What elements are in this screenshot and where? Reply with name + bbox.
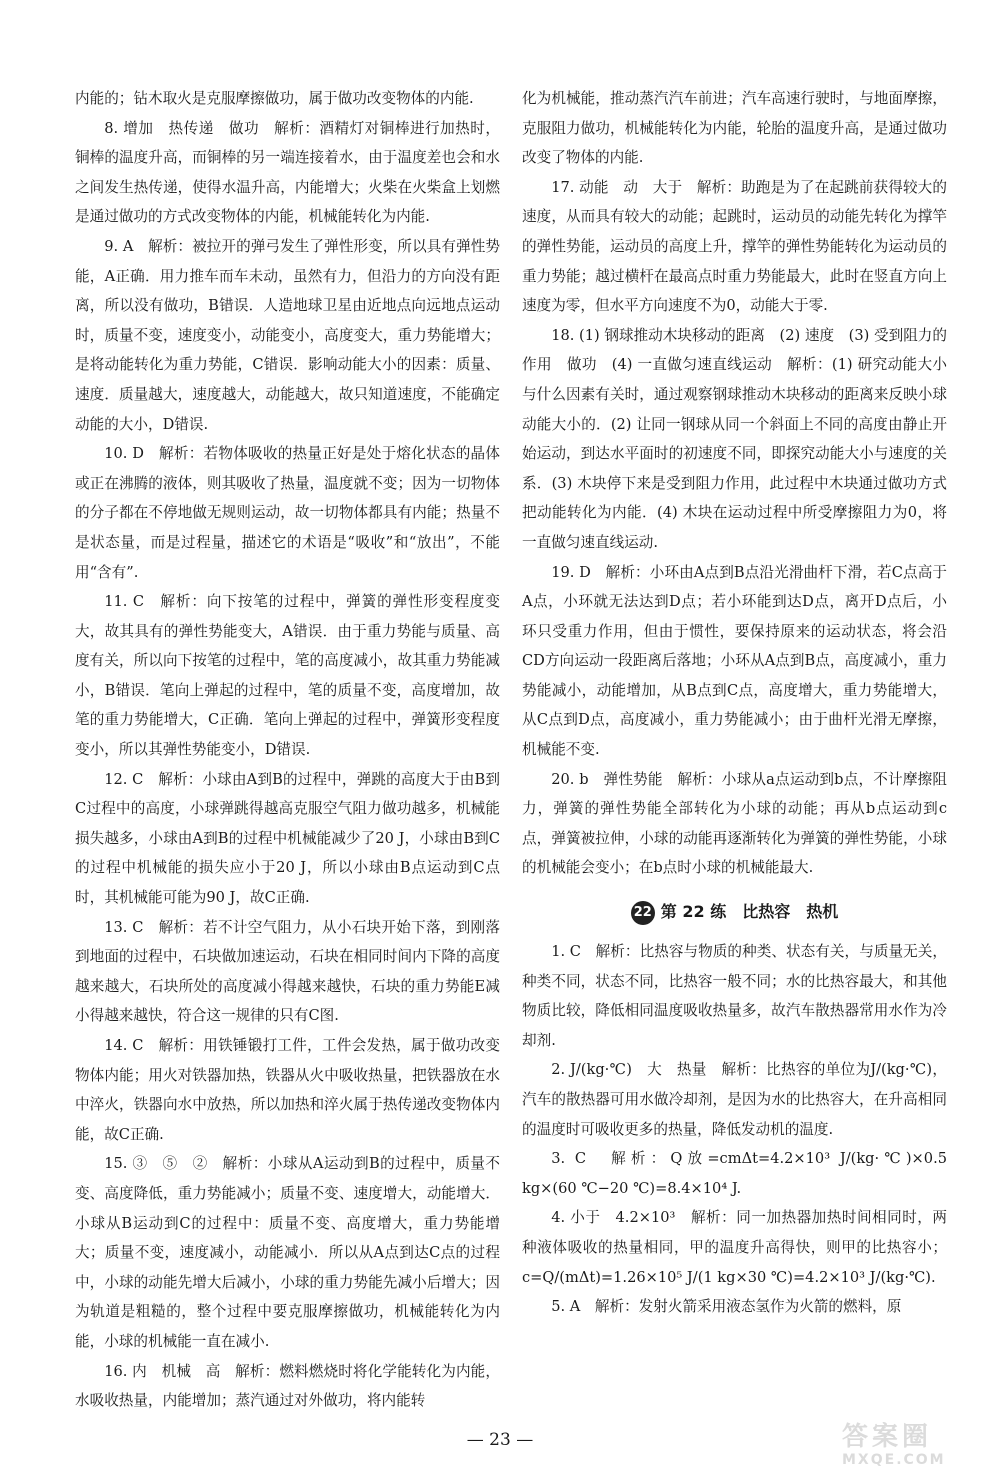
answer-paragraph: 20. b 弹性势能 解析：小球从a点运动到b点，不计摩擦阻力，弹簧的弹性势能全部转化为小球的动能；再从b点运动到c点，弹簧被拉伸，小球的动能再逐渐转化为弹簧的弹性势能，小球的机械能会变小；在b点时小球的机械能最大.: [522, 770, 947, 877]
watermark-logo: [842, 1422, 992, 1472]
answer-paragraph: 15. ③ ⑤ ② 解析：小球从A运动到B的过程中，质量不变、高度降低，重力势能减小；质量不变、速度增大，动能增大．小球从B运动到C的过程中：质量不变、高度增大，重力势能增大；质量不变，速度减小，动能减小．所以从A点到达C点的过程中，小球的动能先增大后减小，小球的重力势能先减小后增大；因为轨道是粗糙的，整个过程中要克服摩擦做功，机械能转化为内能，小球的机械能一直在减小.: [75, 1155, 500, 1350]
answer-paragraph: 14. C 解析：用铁锤锻打工件，工件会发热，属于做功改变物体内能；用火对铁器加热，铁器从火中吸收热量，把铁器放在水中淬火，铁器向水中放热，所以加热和淬火属于热传递改变物体内能，故C正确.: [75, 1037, 500, 1143]
answer-paragraph: 12. C 解析：小球由A到B的过程中，弹跳的高度大于由B到C过程中的高度，小球弹跳得越高克服空气阻力做功越多，机械能损失越多，小球由A到B的过程中机械能减少了20 J，小球由B到C的过程中机械能的损失应小于20 J，所以小球由B点运动到C点时，其机械能可能为90 J，故C正确.: [75, 770, 500, 907]
page-number: — 23 —: [466, 1430, 534, 1450]
answer-paragraph: 19. D 解析：小环由A点到B点沿光滑曲杆下滑，若C点高于A点，小环就无法达到D点；若小环能到达D点，离开D点后，小环只受重力作用，但由于惯性，要保持原来的运动状态，将会沿CD方向运动一段距离后落地；小环从A点到B点，高度减小，重力势能减小，动能增加，从B点到C点，高度增大，重力势能增大，从C点到D点，高度减小，重力势能减小；由于曲杆光滑无摩擦，机械能不变.: [522, 563, 947, 759]
answer-paragraph: 18. (1) 钢球推动木块移动的距离 (2) 速度 (3) 受到阻力的作用 做功 (4) 一直做匀速直线运动 解析：(1) 研究动能大小与什么因素有关时，通过观察钢球推动木块移动的距离来反映小球动能大小的．(2) 让同一钢球从同一个斜面上不同的高度由静止开始运动，到达水平面时的初速度不同，即探究动能大小与速度的关系．(3) 木块停下来是受到阻力作用，此过程中木块通过做功方式把动能转化为内能．(4) 木块在运动过程中所受摩擦阻力为0，将一直做匀速直线运动.: [522, 326, 947, 551]
section-heading: [522, 899, 947, 925]
answers-before-section: [522, 84, 947, 883]
answer-paragraph: 1. C 解析：比热容与物质的种类、状态有关，与质量无关，种类不同，状态不同，比热容一般不同；水的比热容最大，和其他物质比较，降低相同温度吸收热量多，故汽车散热器常用水作为冷却剂.: [522, 943, 947, 1049]
answer-paragraph: 9. A 解析：被拉开的弹弓发生了弹性形变，所以具有弹性势能，A正确．用力推车而车未动，虽然有力，但沿力的方向没有距离，所以没有做功，B错误．人造地球卫星由近地点向远地点运动时，质量不变，速度变小，动能变小，高度变大，重力势能增大；是将动能转化为重力势能，C错误．影响动能大小的因素：质量、速度．质量越大，速度越大，动能越大，故只知道速度，不能确定动能的大小，D错误.: [75, 237, 500, 433]
answer-paragraph: 11. C 解析：向下按笔的过程中，弹簧的弹性形变程度变大，故其具有的弹性势能变大，A错误．由于重力势能与质量、高度有关，所以向下按笔的过程中，笔的高度减小，故其重力势能减小，B错误．笔向上弹起的过程中，笔的质量不变，高度增加，故笔的重力势能增大，C正确．笔向上弹起的过程中，弹簧形变程度变小，所以其弹性势能变小，D错误.: [75, 593, 500, 759]
right-column: [522, 84, 947, 1322]
answer-paragraph: 17. 动能 动 大于 解析：助跑是为了在起跳前获得较大的速度，从而具有较大的动能；起跳时，运动员的动能先转化为撑竿的弹性势能，运动员的高度上升，撑竿的弹性势能转化为运动员的重力势能；越过横杆在最高点时重力势能最大，此时在竖直方向上速度为零，但水平方向速度不为0，动能大于零.: [522, 178, 947, 315]
section-title: 第 22 练 比热容 热机: [660, 902, 839, 922]
section-number-badge: 22: [631, 901, 655, 925]
answer-paragraph: 16. 内 机械 高 解析：燃料燃烧时将化学能转化为内能，水吸收热量，内能增加；蒸汽通过对外做功，将内能转: [75, 1362, 500, 1410]
answer-paragraph: 8. 增加 热传递 做功 解析：酒精灯对铜棒进行加热时，铜棒的温度升高，而铜棒的另一端连接着水，由于温度差也会和水之间发生热传递，使得水温升高，内能增大；火柴在火柴盒上划燃是通过做功的方式改变物体的内能，机械能转化为内能.: [75, 119, 500, 226]
left-column: [75, 84, 500, 1416]
answer-paragraph: 内能的；钻木取火是克服摩擦做功，属于做功改变物体的内能.: [75, 90, 474, 107]
answer-paragraph: 10. D 解析：若物体吸收的热量正好是处于熔化状态的晶体或正在沸腾的液体，则其吸收了热量，温度就不变；因为一切物体的分子都在不停地做无规则运动，故一切物体都具有内能；热量不是状态量，而是过程量，描述它的术语是“吸收”和“放出”，不能用“含有”.: [75, 445, 500, 581]
watermark-url: MXQE.COM: [842, 1452, 946, 1468]
answers-after-section: [522, 937, 947, 1322]
answer-paragraph: 2. J/(kg·℃) 大 热量 解析：比热容的单位为J/(kg·℃)，汽车的散热器可用水做冷却剂，是因为水的比热容大，在升高相同的温度时可吸收更多的热量，降低发动机的温度.: [522, 1061, 947, 1138]
watermark-text: 答案圈: [842, 1422, 933, 1452]
answer-paragraph: 3. C 解析：Q放=cmΔt=4.2×10³ J/(kg·℃)×0.5 kg×(60 ℃−20 ℃)=8.4×10⁴ J.: [522, 1150, 947, 1197]
answer-paragraph: 化为机械能，推动蒸汽汽车前进；汽车高速行驶时，与地面摩擦，克服阻力做功，机械能转化为内能，轮胎的温度升高，是通过做功改变了物体的内能.: [522, 90, 947, 167]
answer-paragraph: 5. A 解析：发射火箭采用液态氢作为火箭的燃料，原: [551, 1298, 902, 1316]
answer-paragraph: 13. C 解析：若不计空气阻力，从小石块开始下落，到刚落到地面的过程中，石块做加速运动，石块在相同时间内下降的高度越来越大，石块所处的高度减小得越来越快，石块的重力势能E减小得越来越快，符合这一规律的只有C图.: [75, 918, 500, 1025]
answer-paragraph: 4. 小于 4.2×10³ 解析：同一加热器加热时间相同时，两种液体吸收的热量相同，甲的温度升高得快，则甲的比热容小；c=Q/(mΔt)=1.26×10⁵ J/(1 kg×30 ℃)=4.2×10³ J/(kg·℃).: [522, 1209, 947, 1286]
